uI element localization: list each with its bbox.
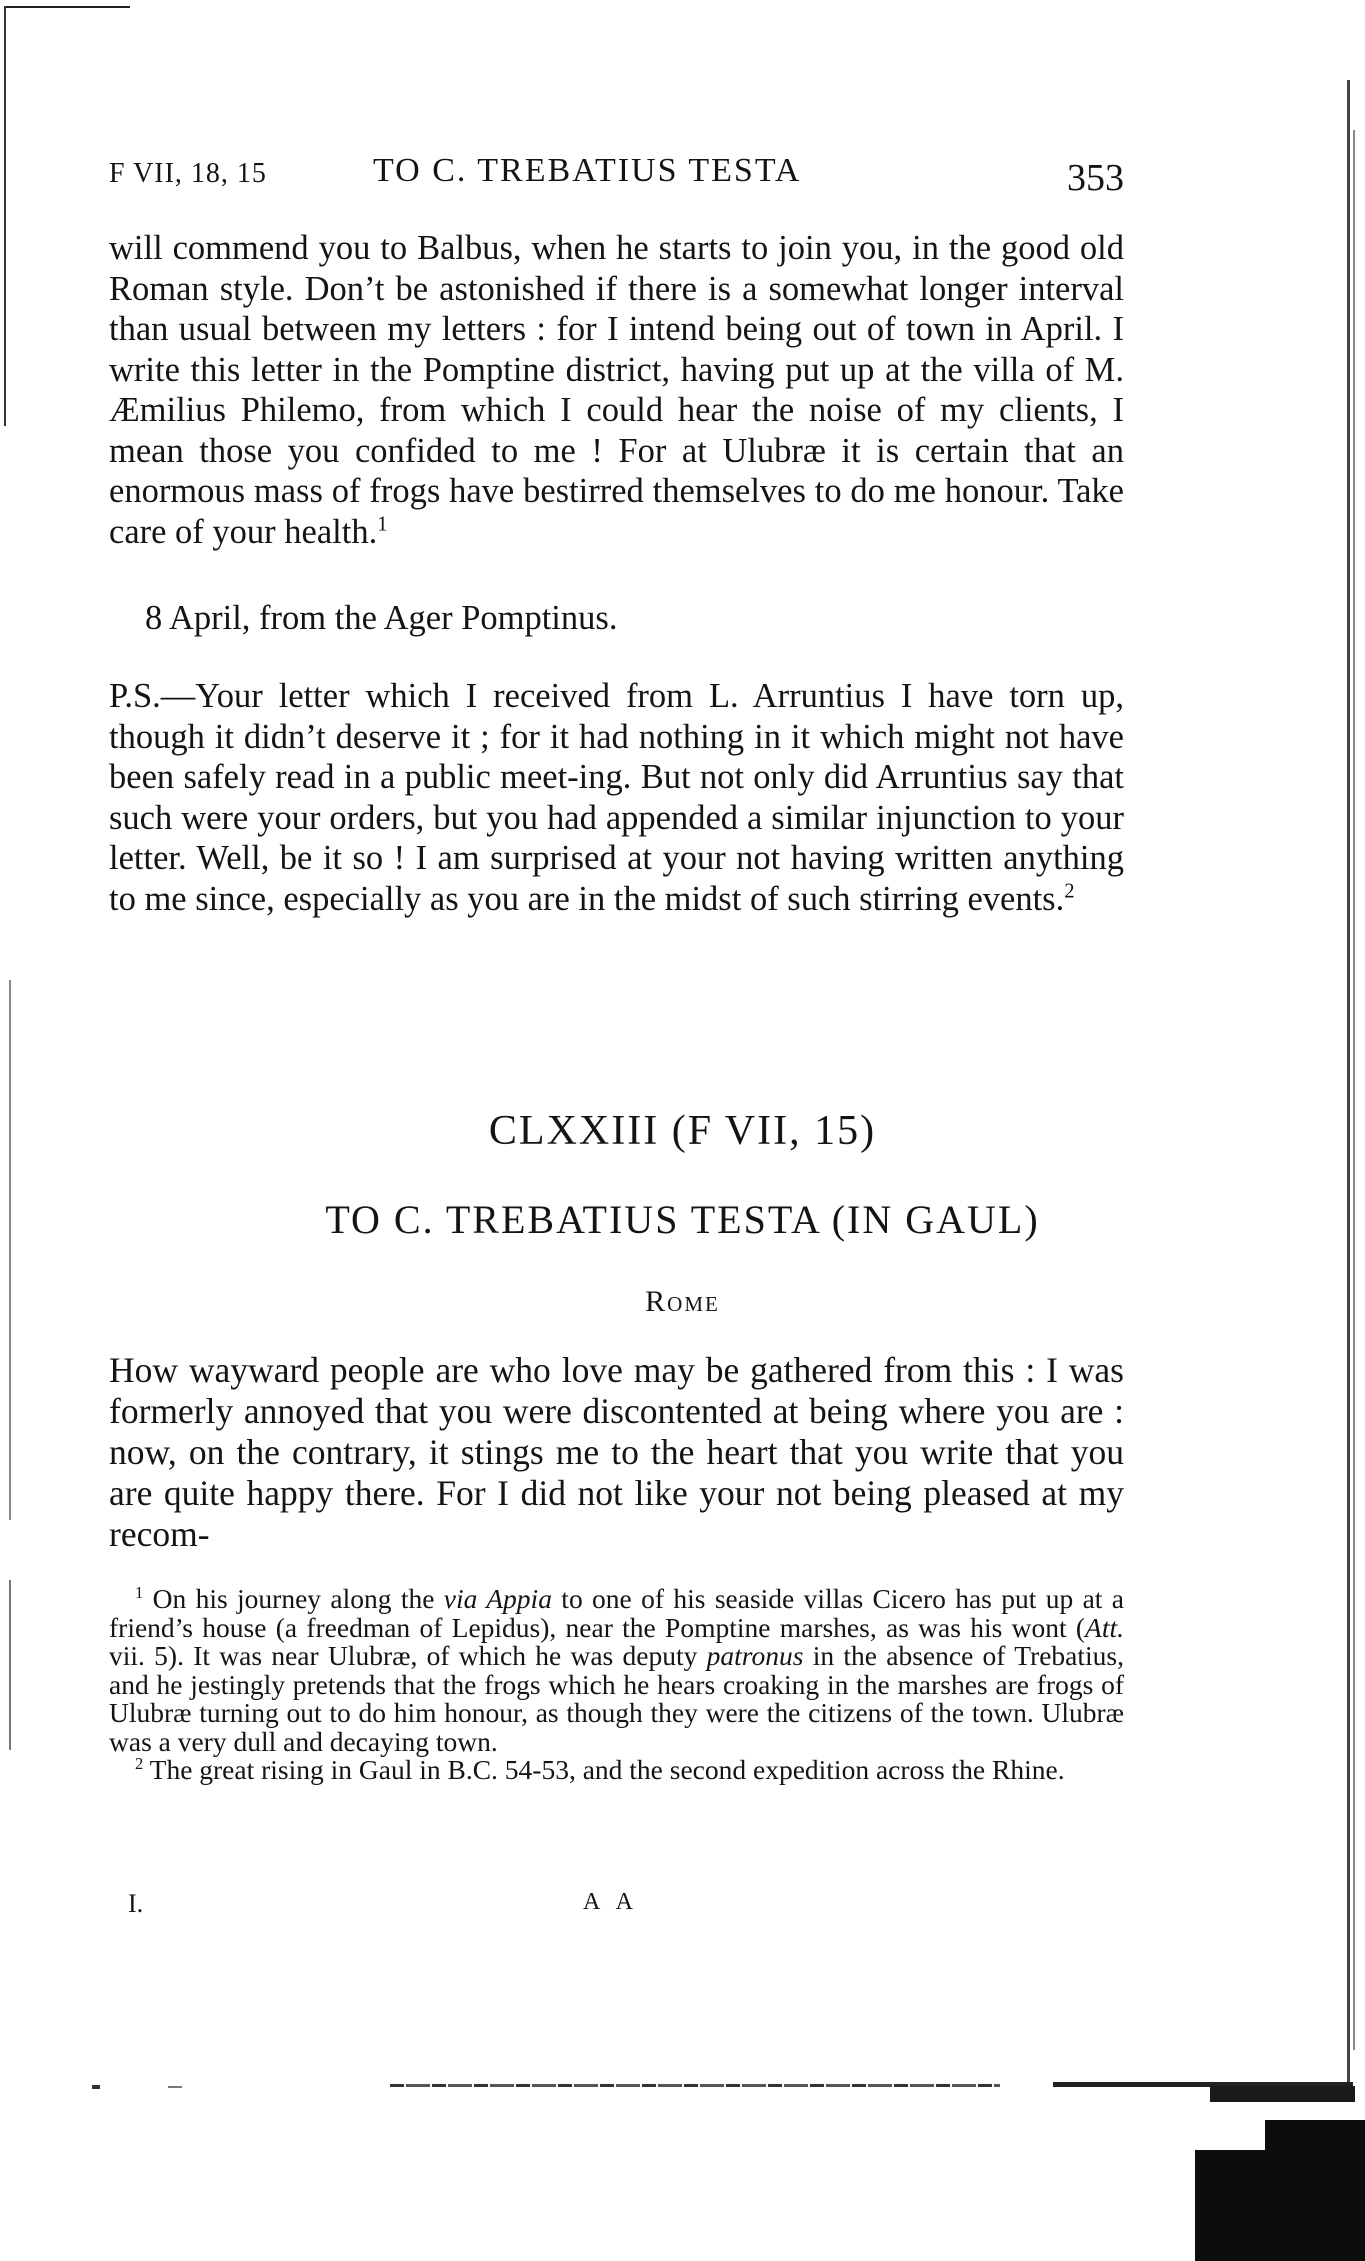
letter-heading-number [0,1107,1365,1155]
scan-tick-mark [92,2085,100,2089]
postscript-text: P.S.—Your letter which I received from L. Arruntius I have torn up, though it didn’t deserve it ; for it had nothing in it which might not have been safely read in a public meet-ing. But not only did Arruntius say that such were your orders, but you had appended a similar injunction to your letter. Well, be it so ! I am surprised at your not having written anything to me since, especially as you are in the midst of such stirring events. [109,677,1124,918]
footnote-italic: Att. [1085,1611,1124,1643]
footnote-mark: 2 [135,1753,144,1773]
letter-dateline: 8 April, from the Ager Pomptinus. [145,599,618,637]
scan-edge-right [1347,80,1350,2090]
postscript-paragraph [109,676,1124,919]
footnote-text: in the absence of Trebatius, and he jestingly pretends that the frogs which he hears croaking in the marshes are frogs of Ulubræ turning out to do him honour, as though they were the citizens of the town. Ulubræ was a very dull and decaying town. [109,1640,1124,1757]
footnote-mark: 1 [135,1582,144,1602]
letter-place: Rome [645,1285,720,1318]
scan-dash-mark [168,2086,182,2088]
letter-heading-title: TO C. TREBATIUS TESTA (IN GAUL) [325,1197,1040,1242]
scan-edge-left-bottom [9,1580,11,1750]
letter-number: CLXXIII [488,1108,660,1154]
footnotes [109,1582,1124,1785]
running-head [109,148,1124,198]
letter-paragraph [109,228,1124,552]
scan-edge-top [4,6,130,8]
footnote-text: vii. 5). It was near Ulubræ, of which he was deputy [109,1640,707,1671]
scan-corner-blot-upper [1265,2120,1365,2160]
scan-bottom-rule-dark [1210,2086,1355,2102]
scan-bottom-rule [390,2084,1000,2087]
footnote-text: On his journey along the [152,1583,444,1614]
footnote-italic: patronus [706,1640,804,1671]
letter-ref: (F VII, 15) [671,1108,877,1154]
scan-edge-left [4,6,6,426]
running-head-title: TO C. TREBATIUS TESTA [373,152,802,189]
letter-opening-paragraph: How wayward people are who love may be gathered from this : I was formerly annoyed that you were discontented at being where you are : now, on the contrary, it stings me to the heart that you write that you are quite happy there. For I did not like your not being pleased at my recom- [109,1350,1124,1554]
scan-edge-right-inner [1353,130,1355,2050]
scan-edge-left-lower [9,980,11,1520]
footnote-ref: 1 [377,513,388,535]
footnote-text: to one of his seaside villas Cicero has put up at a friend’s house (a freedman of Lepidus), near the Pomptine marshes, as was his wont ( [109,1583,1124,1643]
footnote-ref: 2 [1064,880,1075,902]
footnote-italic: via Appia [443,1583,552,1614]
volume-signature: I. [128,1889,144,1918]
running-head-ref: F VII, 18, 15 [109,158,267,189]
gathering-signature: A A [583,1889,640,1915]
scan-corner-blot [1195,2150,1365,2261]
footnote-2 [109,1753,1124,1785]
page-number: 353 [1067,157,1124,199]
letter-paragraph-text: will commend you to Balbus, when he starts to join you, in the good old Roman style. Don’t be astonished if there is a somewhat longer interval than usual between my letters : for I intend being out of town in April. I write this letter in the Pomptine district, having put up at the villa of M. Æmilius Philemo, from which I could hear the noise of my clients, I mean those you confided to me ! For at Ulubræ it is certain that an enormous mass of frogs have bestirred themselves to do me honour. Take care of your health. [109,229,1124,551]
footnote-1 [109,1582,1124,1757]
footnote-text: The great rising in Gaul in B.C. 54-53, and the second expedition across the Rhine. [149,1754,1065,1785]
